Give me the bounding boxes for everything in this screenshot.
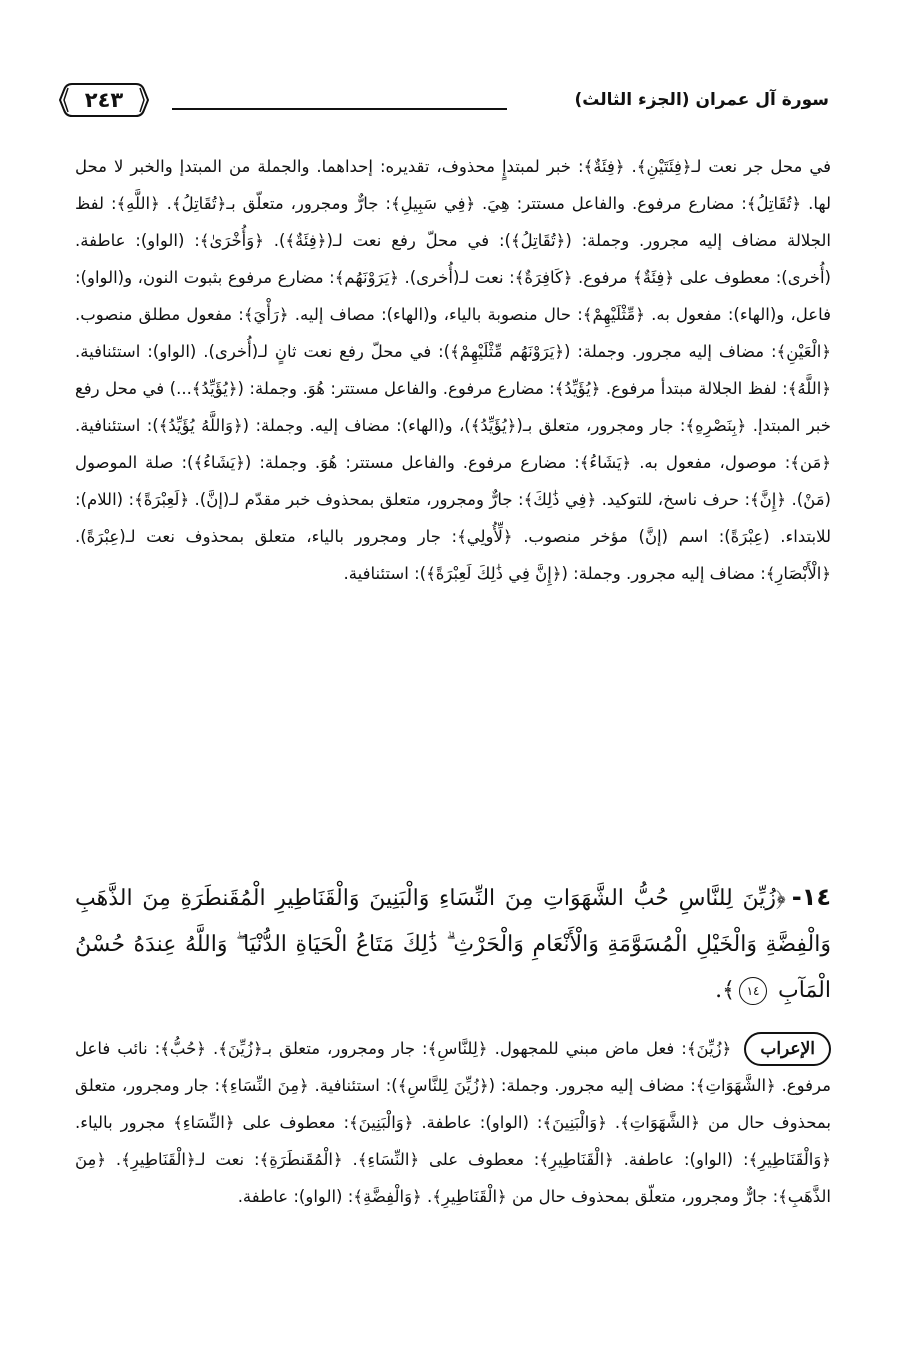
commentary-block-1 bbox=[75, 148, 831, 592]
page-number-frame bbox=[58, 80, 150, 120]
verse-14 bbox=[75, 874, 831, 1014]
header-rule bbox=[172, 108, 507, 110]
page-number: ٢٤٣ bbox=[84, 88, 124, 112]
ayah-end-marker-icon: ١٤ bbox=[739, 977, 767, 1005]
irab-section bbox=[75, 1030, 831, 1215]
verse-line bbox=[75, 874, 831, 1014]
irab-label: الإعراب bbox=[744, 1032, 831, 1066]
running-title: سورة آل عمران (الجزء الثالث) bbox=[574, 90, 829, 110]
verse-close: ﴾. bbox=[715, 978, 736, 1003]
irab-text: ﴿زُيِّنَ﴾: فعل ماض مبني للمجهول. ﴿لِلنَّاسِ﴾: جار ومجرور، متعلق بـ﴿زُيِّنَ﴾. ﴿حُبُّ﴾: نائب فاعل مرفوع. ﴿الشَّهَوَاتِ﴾: مضاف إليه مجرور. وجملة: (﴿زُيِّنَ لِلنَّاسِ﴾): استئنافية. ﴿مِنَ النِّسَاءِ﴾: جار ومجرور، متعلق بمحذوف حال من ﴿الشَّهَوَاتِ﴾. ﴿وَالْبَنِينَ﴾: (الواو): عاطفة. ﴿وَالْبَنِينَ﴾: معطوف على ﴿النِّسَاءِ﴾ مجرور بالياء. ﴿وَالْقَنَاطِيرِ﴾: (الواو): عاطفة. ﴿الْقَنَاطِيرِ﴾: معطوف على ﴿النِّسَاءِ﴾. ﴿الْمُقَنطَرَةِ﴾: نعت لـ﴿الْقَنَاطِيرِ﴾. ﴿مِنَ الذَّهَبِ﴾: جارٌّ ومجرور، متعلّق بمحذوف حال من ﴿الْقَنَاطِيرِ﴾. ﴿وَالْفِضَّةِ﴾: (الواو): عاطفة. bbox=[75, 1039, 831, 1206]
verse-number: ١٤- bbox=[791, 883, 831, 911]
commentary-paragraph: في محل جر نعت لـ﴿فِئَتَيْنِ﴾. ﴿فِئَةٌ﴾: خبر لمبتدإٍ محذوف، تقديره: إحداهما. والجملة من المبتدإ والخبر لا محل لها. ﴿تُقَاتِلُ﴾: مضارع مرفوع. والفاعل مستتر: هِيَ. ﴿فِي سَبِيلِ﴾: جارٌّ ومجرور، متعلّق بـ﴿تُقَاتِلُ﴾. ﴿اللَّهِ﴾: لفظ الجلالة مضاف إليه مجرور. وجملة: (﴿تُقَاتِلُ﴾): في محلّ رفع نعت لـ(﴿فِئَةٌ﴾). ﴿وَأُخْرَىٰ﴾: (الواو): عاطفة. (أُخرى): معطوف على ﴿فِئَةٌ﴾ مرفوع. ﴿كَافِرَةٌ﴾: نعت لـ(أُخرى). ﴿يَرَوْنَهُم﴾: مضارع مرفوع بثبوت النون، و(الواو): فاعل، و(الهاء): مفعول به. ﴿مِّثْلَيْهِمْ﴾: حال منصوبة بالياء، و(الهاء): مصاف إليه. ﴿رَأْيَ﴾: مفعول مطلق منصوب. ﴿الْعَيْنِ﴾: مضاف إليه مجرور. وجملة: (﴿يَرَوْنَهُم مِّثْلَيْهِمْ﴾): في محلّ رفع نعت ثانٍ لـ(أُخرى). (الواو): استئنافية. ﴿اللَّهُ﴾: لفظ الجلالة مبتدأ مرفوع. ﴿يُؤَيِّدُ﴾: مضارع مرفوع. والفاعل مستتر: هُوَ. وجملة: (﴿يُؤَيِّدُ﴾...) في محل رفع خبر المبتدإ. ﴿بِنَصْرِهِ﴾: جار ومجرور، متعلق بـ(﴿يُؤَيِّدُ﴾)، و(الهاء): مضاف إليه. وجملة: (﴿وَاللَّهُ يُؤَيِّدُ﴾): استئنافية. ﴿مَن﴾: موصول، مفعول به. ﴿يَشَاءُ﴾: مضارع مرفوع. والفاعل مستتر: هُوَ. وجملة: (﴿يَشَاءُ﴾): صلة الموصول (مَنْ). ﴿إِنَّ﴾: حرف ناسخ، للتوكيد. ﴿فِي ذَٰلِكَ﴾: جارٌّ ومجرور، متعلق بمحذوف خبر مقدّم لـ(إنَّ). ﴿لَعِبْرَةً﴾: (اللام): للابتداء. (عِبْرَةً): اسم (إنَّ) مؤخر منصوب. ﴿لِّأُولِي﴾: جار ومجرور بالياء، متعلق بمحذوف نعت لـ(عِبْرَةً). ﴿الْأَبْصَارِ﴾: مضاف إليه مجرور. وجملة: (﴿إِنَّ فِي ذَٰلِكَ لَعِبْرَةً﴾): استئنافية. bbox=[75, 157, 831, 583]
irab-paragraph bbox=[75, 1030, 831, 1215]
verse-text: ﴿زُيِّنَ لِلنَّاسِ حُبُّ الشَّهَوَاتِ مِنَ النِّسَاءِ وَالْبَنِينَ وَالْقَنَاطِيرِ الْمُقَنطَرَةِ مِنَ الذَّهَبِ وَالْفِضَّةِ وَالْخَيْلِ الْمُسَوَّمَةِ وَالْأَنْعَامِ وَالْحَرْثِ ۗ ذَٰلِكَ مَتَاعُ الْحَيَاةِ الدُّنْيَا ۖ وَاللَّهُ عِندَهُ حُسْنُ الْمَآبِ bbox=[75, 886, 831, 1003]
